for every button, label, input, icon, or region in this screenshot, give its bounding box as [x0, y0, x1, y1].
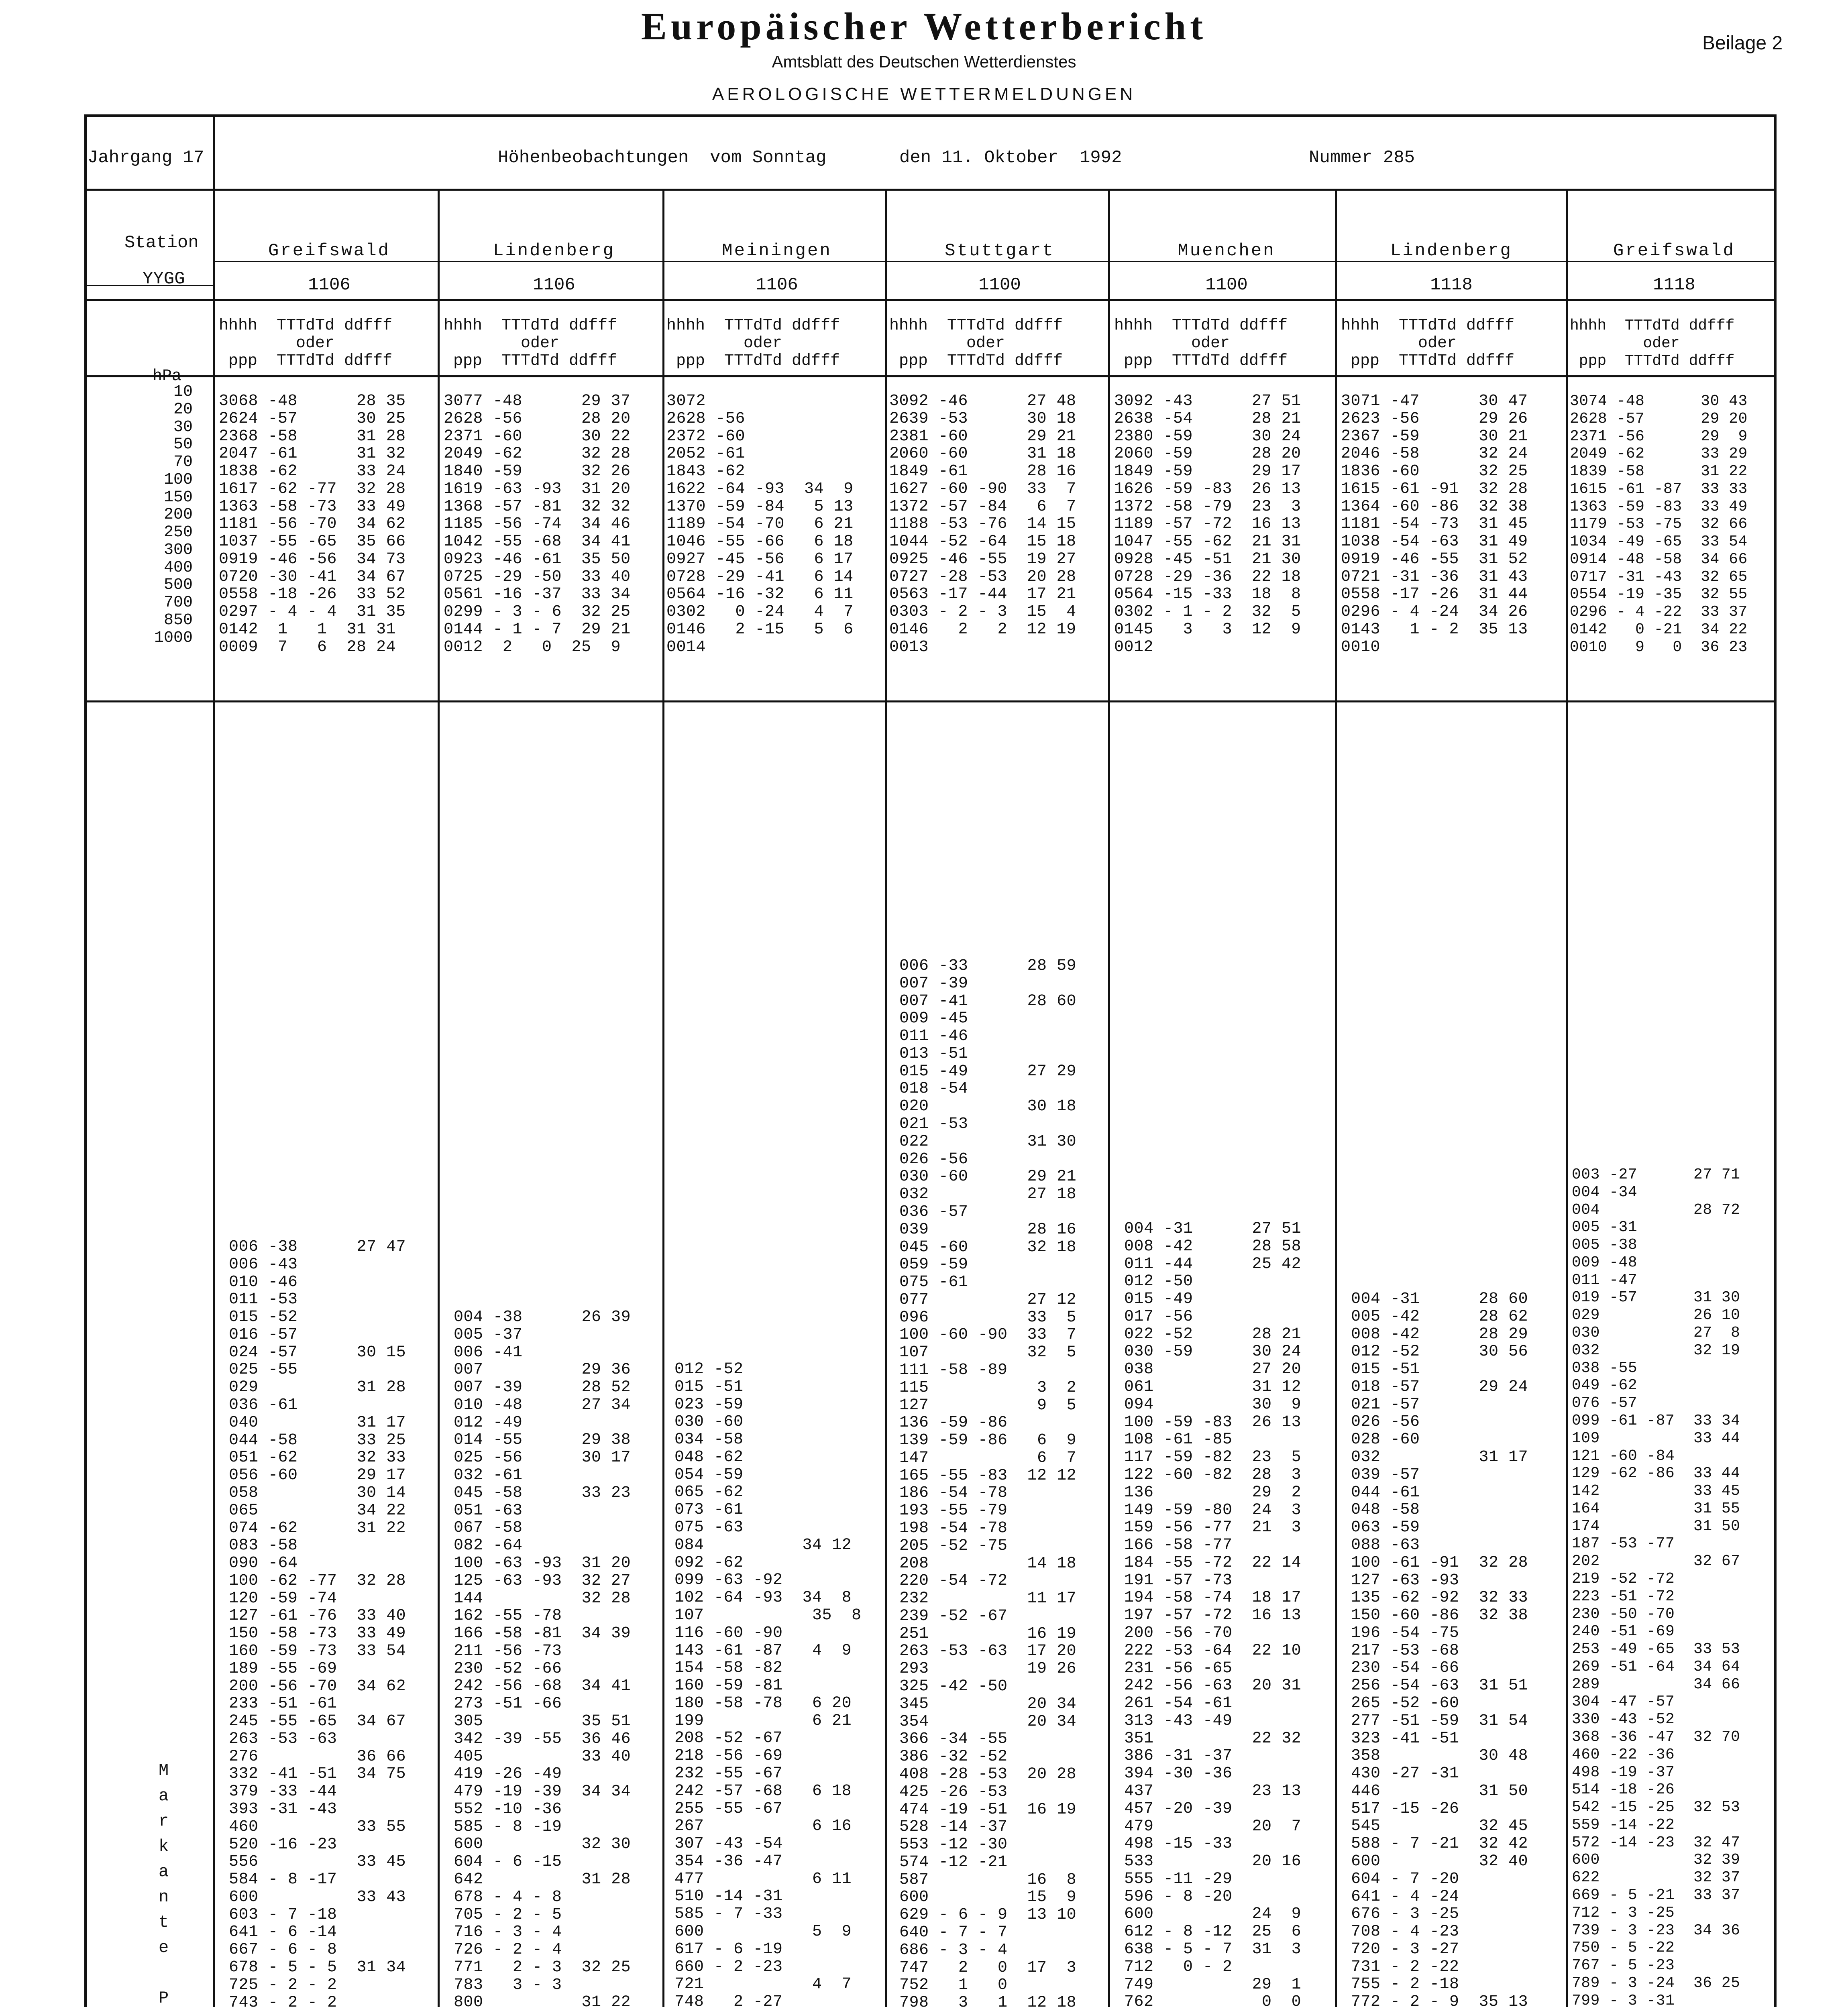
- standard-levels: 3071 -47 30 47 2623 -56 29 26 2367 -59 30 21 2046 -58 32 24 1836 -60 32 25 1615 -61 -91 32 28 1364 -60 -86 32 38 1181 -54 -73 31 45 1038 -54 -63 31 49 0919 -46 -55 31 52 0721 -31 -36 31 43 0558 -17 -26 31 44 0296 - 4 -24 34 26 0143 1 - 2 35 13 0010: [1341, 392, 1528, 656]
- col-divider-6: [1566, 189, 1568, 2007]
- rule-standard: [84, 700, 1777, 702]
- standard-levels: 3092 -43 27 51 2638 -54 28 21 2380 -59 30 24 2060 -59 28 20 1849 -59 29 17 1626 -59 -83 26 13 1372 -58 -79 23 3 1189 -57 -72 16 13 1047 -55 -62 21 31 0928 -45 -51 21 30 0728 -29 -36 22 18 0564 -15 -33 18 8 0302 - 1 - 2 32 5 0145 3 3 12 9 0012: [1114, 392, 1301, 656]
- column-header: hhhh TTTdTd ddfff oder ppp TTTdTd ddfff: [1570, 317, 1735, 370]
- station-yygg: 1100: [978, 275, 1021, 295]
- station-yygg: 1106: [533, 275, 575, 295]
- column-header: hhhh TTTdTd ddfff oder ppp TTTdTd ddfff: [1114, 317, 1288, 370]
- col-divider-4: [1108, 189, 1110, 2007]
- column-header: hhhh TTTdTd ddfff oder ppp TTTdTd ddfff: [219, 317, 393, 370]
- observation-date: den 11. Oktober 1992: [899, 148, 1122, 168]
- pressure-levels: 10 20 30 50 70 100 150 200 250 300 400 500 700 850 1000: [154, 383, 193, 647]
- page-subtitle: Amtsblatt des Deutschen Wetterdienstes: [772, 52, 1076, 71]
- station-name: Muenchen: [1178, 241, 1275, 261]
- standard-levels: 3074 -48 30 43 2628 -57 29 20 2371 -56 29 9 2049 -62 33 29 1839 -58 31 22 1615 -61 -87 33 33 1363 -59 -83 33 49 1179 -53 -75 32 66 1034 -49 -65 33 54 0914 -48 -58 34 66 0717 -31 -43 32 65 0554 -19 -35 32 55 0296 - 4 -22 33 37 0142 0 -21 34 22 0010 9 0 36 23: [1570, 393, 1748, 656]
- column-header: hhhh TTTdTd ddfff oder ppp TTTdTd ddfff: [1341, 317, 1515, 370]
- col-divider-2: [662, 189, 664, 2007]
- station-yygg: 1118: [1430, 275, 1473, 295]
- markante-punkte-label: M a r k a n t e P: [159, 1761, 169, 2007]
- standard-levels: 3092 -46 27 48 2639 -53 30 18 2381 -60 29 21 2060 -60 31 18 1849 -61 28 16 1627 -60 -90 33 7 1372 -57 -84 6 7 1188 -53 -76 14 15 1044 -52 -64 15 18 0925 -46 -55 19 27 0727 -28 -53 20 28 0563 -17 -44 17 21 0303 - 2 - 3 15 4 0146 2 2 12 19 0013: [889, 392, 1076, 656]
- volume: Jahrgang 17: [88, 148, 204, 168]
- supplement-label: Beilage 2: [1702, 33, 1783, 54]
- significant-points: 004 -31 27 51 008 -42 28 58 011 -44 25 42 012 -50 015 -49 017 -56 022 -52 28 21 030 -59 30 24 038 27 20 061 31 12 094 30 9 100 -59 -83 26 13 108 -61 -85 117 -59 -82 23 5 122 -60 -82 28 3 136 29 2 149 -59 -80 24 3 159 -56 -77 21 3 166 -58 -77 184 -55 -72 22 14 191 -57 -73 194 -58 -74 18 17 197 -57 -72 16 13 200 -56 -70 222 -53 -64 22 10 231 -56 -65 242 -56 -63 20 31 261 -54 -61 313 -43 -49 351 22 32 386 -31 -37 394 -30 -36 437 23 13 457 -20 -39 479 20 7 498 -15 -33 533 20 16 555 -11 -29 596 - 8 -20 600 24 9 612 - 8 -12 25 6 638 - 5 - 7 31 3 712 0 - 2 749 29 1 762 0 0: [1124, 1220, 1302, 2007]
- hpa-label: hPa: [153, 367, 182, 385]
- issue-number: Nummer 285: [1309, 148, 1415, 168]
- standard-levels: 3072 2628 -56 2372 -60 2052 -61 1843 -62 1622 -64 -93 34 9 1370 -59 -84 5 13 1189 -54 -70 6 21 1046 -55 -66 6 18 0927 -45 -56 6 17 0728 -29 -41 6 14 0564 -16 -32 6 11 0302 0 -24 4 7 0146 2 -15 5 6 0014: [666, 392, 854, 656]
- significant-points: 004 -38 26 39 005 -37 006 -41 007 29 36 007 -39 28 52 010 -48 27 34 012 -49 014 -55 29 38 025 -56 30 17 032 -61 045 -58 33 23 051 -63 067 -58 082 -64 100 -63 -93 31 20 125 -63 -93 32 27 144 32 28 162 -55 -78 166 -58 -81 34 39 211 -56 -73 230 -52 -66 242 -56 -68 34 41 273 -51 -66 305 35 51 342 -39 -55 36 46 405 33 40 419 -26 -49 479 -19 -39 34 34 552 -10 -36 585 - 8 -19 600 32 30 604 - 6 -15 642 31 28 678 - 4 - 8 705 - 2 - 5 716 - 3 - 4 726 - 2 - 4 771 2 - 3 32 25 783 3 - 3 800 31 22: [454, 1308, 631, 2007]
- standard-levels: 3077 -48 29 37 2628 -56 28 20 2371 -60 30 22 2049 -62 32 28 1840 -59 32 26 1619 -63 -93 31 20 1368 -57 -81 32 32 1185 -56 -74 34 46 1042 -55 -68 34 41 0923 -46 -61 35 50 0725 -29 -50 33 40 0561 -16 -37 33 34 0299 - 3 - 6 32 25 0144 - 1 - 7 29 21 0012 2 0 25 9: [444, 392, 631, 656]
- col-divider-label: [213, 114, 215, 2007]
- column-header: hhhh TTTdTd ddfff oder ppp TTTdTd ddfff: [444, 317, 617, 370]
- page-title: Europäischer Wetterbericht: [641, 5, 1207, 48]
- col-divider-5: [1335, 189, 1337, 2007]
- station-name: Greifswald: [1613, 241, 1736, 261]
- station-yygg: 1106: [308, 275, 350, 295]
- rule-yygg: [213, 261, 1777, 262]
- col-divider-3: [885, 189, 887, 2007]
- standard-levels: 3068 -48 28 35 2624 -57 30 25 2368 -58 31 28 2047 -61 31 32 1838 -62 33 24 1617 -62 -77 32 28 1363 -58 -73 33 49 1181 -56 -70 34 62 1037 -55 -65 35 66 0919 -46 -56 34 73 0720 -30 -41 34 67 0558 -18 -26 33 52 0297 - 4 - 4 31 35 0142 1 1 31 31 0009 7 6 28 24: [219, 392, 406, 656]
- col-divider-1: [438, 189, 440, 2007]
- station-name: Meiningen: [722, 241, 832, 261]
- significant-points: 006 -38 27 47 006 -43 010 -46 011 -53 015 -52 016 -57 024 -57 30 15 025 -55 029 31 28 036 -61 040 31 17 044 -58 33 25 051 -62 32 33 056 -60 29 17 058 30 14 065 34 22 074 -62 31 22 083 -58 090 -64 100 -62 -77 32 28 120 -59 -74 127 -61 -76 33 40 150 -58 -73 33 49 160 -59 -73 33 54 189 -55 -69 200 -56 -70 34 62 233 -51 -61 245 -55 -65 34 67 263 -53 -63 276 36 66 332 -41 -51 34 75 379 -33 -44 393 -31 -43 460 33 55 520 -16 -23 556 33 45 584 - 8 -17 600 33 43 603 - 7 -18 641 - 6 -14 667 - 6 - 8 678 - 5 - 5 31 34 725 - 2 - 2 743 - 2 - 2: [229, 1238, 406, 2007]
- yygg-label: YYGG: [143, 269, 185, 289]
- station-yygg: 1118: [1653, 275, 1695, 295]
- station-yygg: 1100: [1205, 275, 1248, 295]
- rule-stations: [84, 299, 1777, 301]
- section-title: AEROLOGISCHE WETTERMELDUNGEN: [712, 84, 1136, 104]
- station-yygg: 1106: [756, 275, 798, 295]
- column-header: hhhh TTTdTd ddfff oder ppp TTTdTd ddfff: [889, 317, 1063, 370]
- station-name: Lindenberg: [1390, 241, 1513, 261]
- station-name: Greifswald: [268, 241, 391, 261]
- station-name: Stuttgart: [945, 241, 1055, 261]
- significant-points: 006 -33 28 59 007 -39 007 -41 28 60 009 -45 011 -46 013 -51 015 -49 27 29 018 -54 020 30 18 021 -53 022 31 30 026 -56 030 -60 29 21 032 27 18 036 -57 039 28 16 045 -60 32 18 059 -59 075 -61 077 27 12 096 33 5 100 -60 -90 33 7 107 32 5 111 -58 -89 115 3 2 127 9 5 136 -59 -86 139 -59 -86 6 9 147 6 7 165 -55 -83 12 12 186 -54 -78 193 -55 -79 198 -54 -78 205 -52 -75 208 14 18 220 -54 -72 232 11 17 239 -52 -67 251 16 19 263 -53 -63 17 20 293 19 26 325 -42 -50 345 20 34 354 20 34 366 -34 -55 386 -32 -52 408 -28 -53 20 28 425 -26 -53 474 -19 -51 16 19 528 -14 -37 553 -12 -30 574 -12 -21 587 16 8 600 15 9 629 - 6 - 9 13 10 640 - 7 - 7 686 - 3 - 4 747 2 0 17 3 752 1 0 798 3 1 12 18: [899, 957, 1077, 2007]
- significant-points: 004 -31 28 60 005 -42 28 62 008 -42 28 29 012 -52 30 56 015 -51 018 -57 29 24 021 -57 026 -56 028 -60 032 31 17 039 -57 044 -61 048 -58 063 -59 088 -63 100 -61 -91 32 28 127 -63 -93 135 -62 -92 32 33 150 -60 -86 32 38 196 -54 -75 217 -53 -68 230 -54 -66 256 -54 -63 31 51 265 -52 -60 277 -51 -59 31 54 323 -41 -51 358 30 48 430 -27 -31 446 31 50 517 -15 -26 545 32 45 588 - 7 -21 32 42 600 32 40 604 - 7 -20 641 - 4 -24 676 - 3 -25 708 - 4 -23 720 - 3 -27 731 - 2 -22 755 - 2 -18 772 - 2 - 9 35 13: [1351, 1290, 1528, 2007]
- station-label: Station: [124, 233, 199, 253]
- rule-colhead: [84, 375, 1777, 377]
- rule-info: [84, 189, 1777, 191]
- significant-points: 012 -52 015 -51 023 -59 030 -60 034 -58 048 -62 054 -59 065 -62 073 -61 075 -63 084 34 12 092 -62 099 -63 -92 102 -64 -93 34 8 107 35 8 116 -60 -90 143 -61 -87 4 9 154 -58 -82 160 -59 -81 180 -58 -78 6 20 199 6 21 208 -52 -67 218 -56 -69 232 -55 -67 242 -57 -68 6 18 255 -55 -67 267 6 16 307 -43 -54 354 -36 -47 477 6 11 510 -14 -31 585 - 7 -33 600 5 9 617 - 6 -19 660 - 2 -23 721 4 7 748 2 -27: [674, 1360, 862, 2007]
- column-header: hhhh TTTdTd ddfff oder ppp TTTdTd ddfff: [666, 317, 840, 370]
- station-name: Lindenberg: [493, 241, 615, 261]
- significant-points: 003 -27 27 71 004 -34 004 28 72 005 -31 005 -38 009 -48 011 -47 019 -57 31 30 029 26 10 030 27 8 032 32 19 038 -55 049 -62 076 -57 099 -61 -87 33 34 109 33 44 121 -60 -84 129 -62 -86 33 44 142 33 45 164 31 55 174 31 50 187 -53 -77 202 32 67 219 -52 -72 223 -51 -72 230 -50 -70 240 -51 -69 253 -49 -65 33 53 269 -51 -64 34 64 289 34 66 304 -47 -57 330 -43 -52 368 -36 -47 32 70 460 -22 -36 498 -19 -37 514 -18 -26 542 -15 -25 32 53 559 -14 -22 572 -14 -23 32 47 600 32 39 622 32 37 669 - 5 -21 33 37 712 - 3 -25 739 - 3 -23 34 36 750 - 5 -22 767 - 5 -23 789 - 3 -24 36 25 799 - 3 -31: [1572, 1166, 1740, 2007]
- observation-label: Höhenbeobachtungen vom Sonntag: [498, 148, 827, 168]
